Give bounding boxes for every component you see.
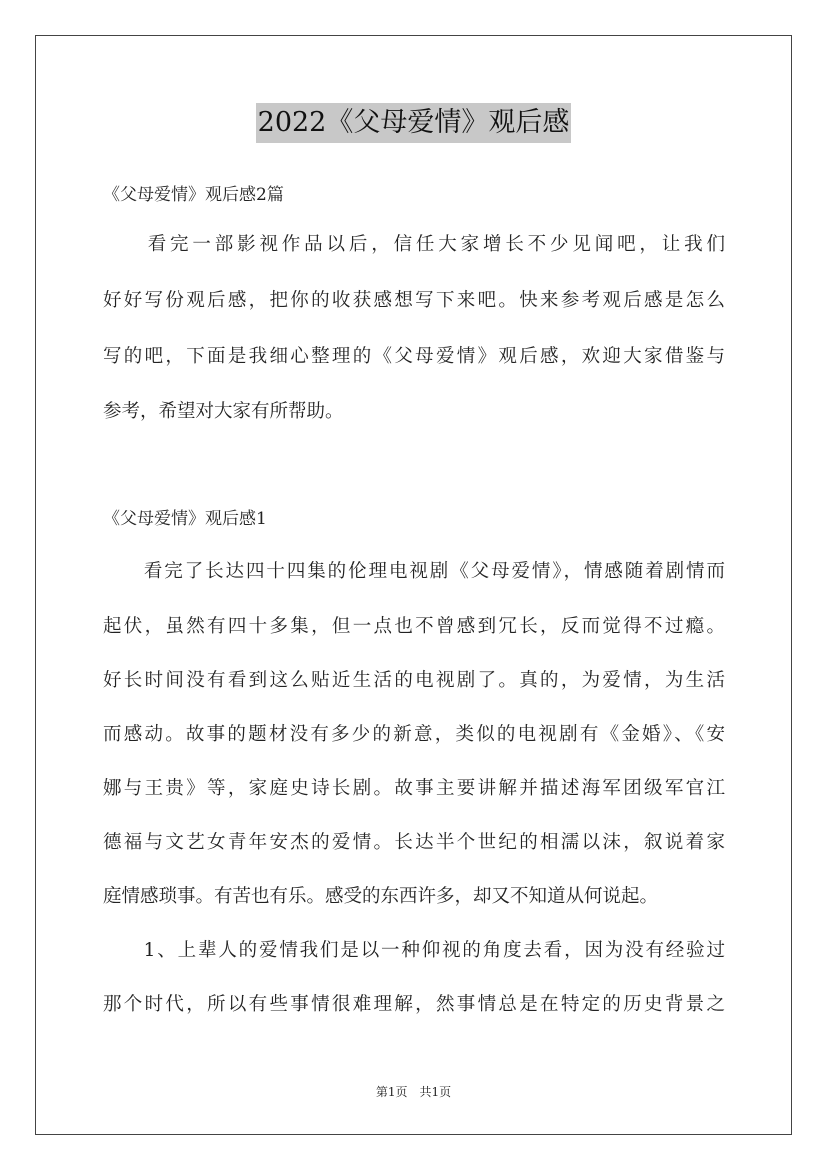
page-number-footer: 第1页 共1页 bbox=[375, 1085, 452, 1099]
document-subtitle: 《父母爱情》观后感2篇 bbox=[103, 185, 284, 205]
paragraph-line: 娜与王贵》等，家庭史诗长剧。故事主要讲解并描述海军团级军官江 bbox=[103, 778, 725, 799]
document-title-text: 2022《父母爱情》观后感 bbox=[256, 103, 572, 143]
section1-heading: 《父母爱情》观后感1 bbox=[103, 509, 267, 529]
paragraph-line: 庭情感琐事。有苦也有乐。感受的东西许多，却又不知道从何说起。 bbox=[103, 886, 659, 907]
paragraph-line: 德福与文艺女青年安杰的爱情。长达半个世纪的相濡以沫，叙说着家 bbox=[103, 832, 725, 853]
intro-line: 参考，希望对大家有所帮助。 bbox=[103, 401, 344, 422]
paragraph-line: 1、上辈人的爱情我们是以一种仰视的角度去看，因为没有经验过 bbox=[103, 940, 725, 961]
intro-line: 写的吧，下面是我细心整理的《父母爱情》观后感，欢迎大家借鉴与 bbox=[103, 346, 725, 367]
paragraph-line: 好长时间没有看到这么贴近生活的电视剧了。真的，为爱情，为生活 bbox=[103, 670, 725, 691]
paragraph-line: 起伏，虽然有四十多集，但一点也不曾感到冗长，反而觉得不过瘾。 bbox=[103, 616, 725, 637]
document-title bbox=[0, 103, 827, 143]
intro-line: 看完一部影视作品以后，信任大家增长不少见闻吧，让我们 bbox=[103, 234, 725, 255]
paragraph-line: 那个时代，所以有些事情很难理解，然事情总是在特定的历史背景之 bbox=[103, 994, 725, 1015]
intro-line: 好好写份观后感，把你的收获感想写下来吧。快来参考观后感是怎么 bbox=[103, 290, 725, 311]
paragraph-line: 而感动。故事的题材没有多少的新意，类似的电视剧有《金婚》、《安 bbox=[103, 724, 725, 745]
paragraph-line: 看完了长达四十四集的伦理电视剧《父母爱情》，情感随着剧情而 bbox=[103, 561, 725, 582]
